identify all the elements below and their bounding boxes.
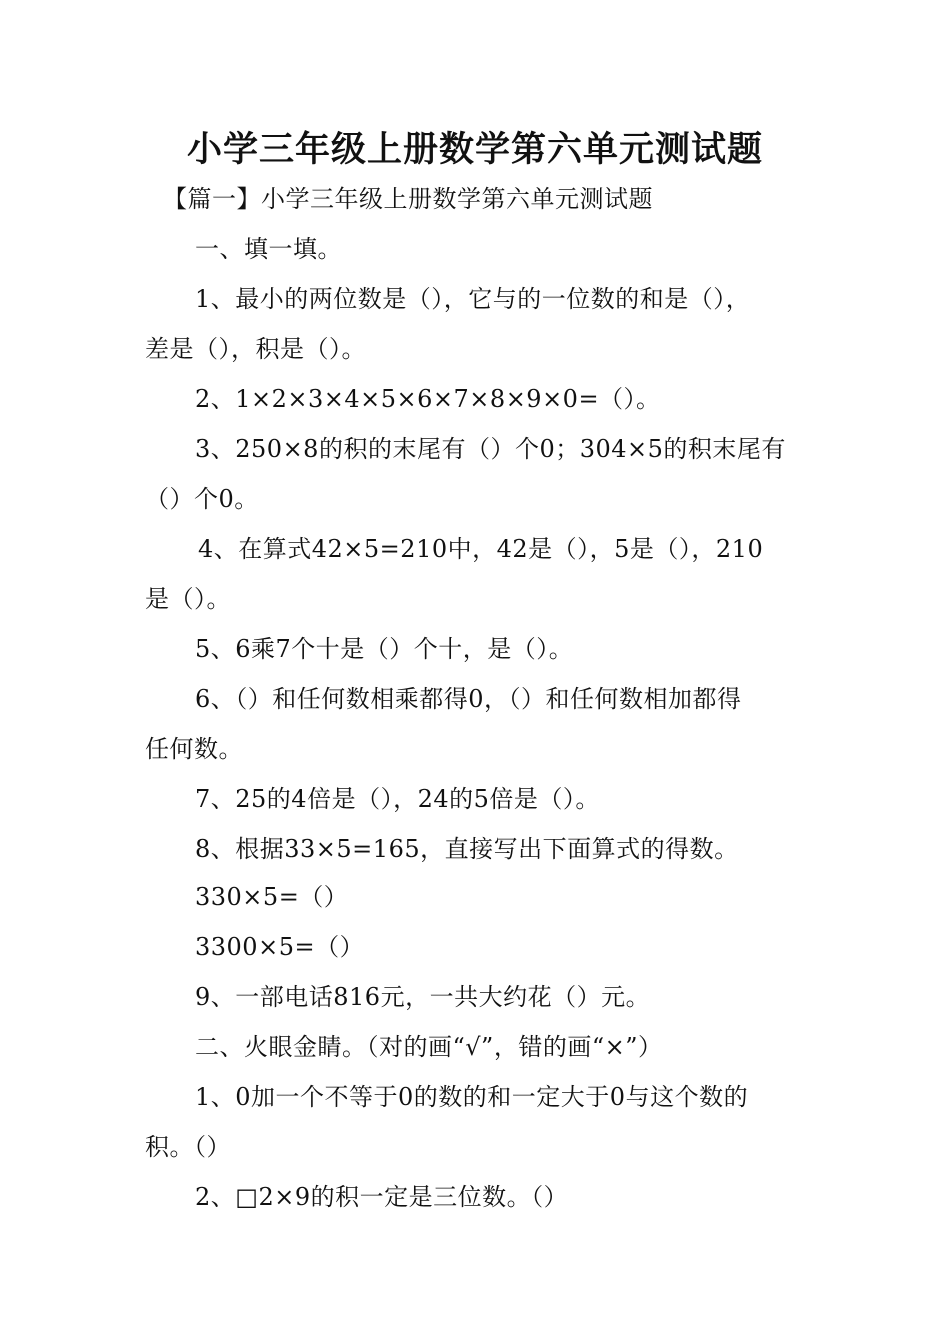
question-line: 1、最小的两位数是（），它与的一位数的和是（），	[195, 285, 751, 313]
question-line: 9、一部电话816元，一共大约花（）元。	[195, 983, 651, 1011]
question-line: 3、250×8的积的末尾有（）个0；304×5的积末尾有	[195, 435, 786, 463]
question-line: 3300×5=（）	[195, 933, 365, 961]
question-line: 2、1×2×3×4×5×6×7×8×9×0=（）。	[195, 385, 661, 413]
question-line: 8、根据33×5=165，直接写出下面算式的得数。	[195, 835, 739, 863]
section-heading-judge: 二、火眼金睛。（对的画“√”，错的画“×”）	[195, 1033, 663, 1061]
question-line: 积。（）	[145, 1133, 231, 1161]
question-line: 1、0加一个不等于0的数的和一定大于0与这个数的	[195, 1083, 749, 1111]
question-line: 4、在算式42×5=210中，42是（），5是（），210	[198, 535, 764, 563]
page-title: 小学三年级上册数学第六单元测试题	[186, 129, 763, 170]
section-heading-fill: 一、填一填。	[195, 235, 342, 263]
question-line: 5、6乘7个十是（）个十，是（）。	[195, 635, 574, 663]
question-line: （）个0。	[145, 485, 259, 513]
question-line: 6、（）和任何数相乘都得0，（）和任何数相加都得	[195, 685, 742, 713]
question-line: 是（）。	[145, 585, 231, 613]
section-subtitle: 【篇一】小学三年级上册数学第六单元测试题	[163, 185, 653, 213]
question-line: 330×5=（）	[195, 883, 349, 911]
question-line: 任何数。	[145, 735, 243, 763]
question-line: 差是（），积是（）。	[145, 335, 366, 363]
question-line: 7、25的4倍是（），24的5倍是（）。	[195, 785, 600, 813]
question-line: 2、□2×9的积一定是三位数。（）	[195, 1183, 569, 1211]
